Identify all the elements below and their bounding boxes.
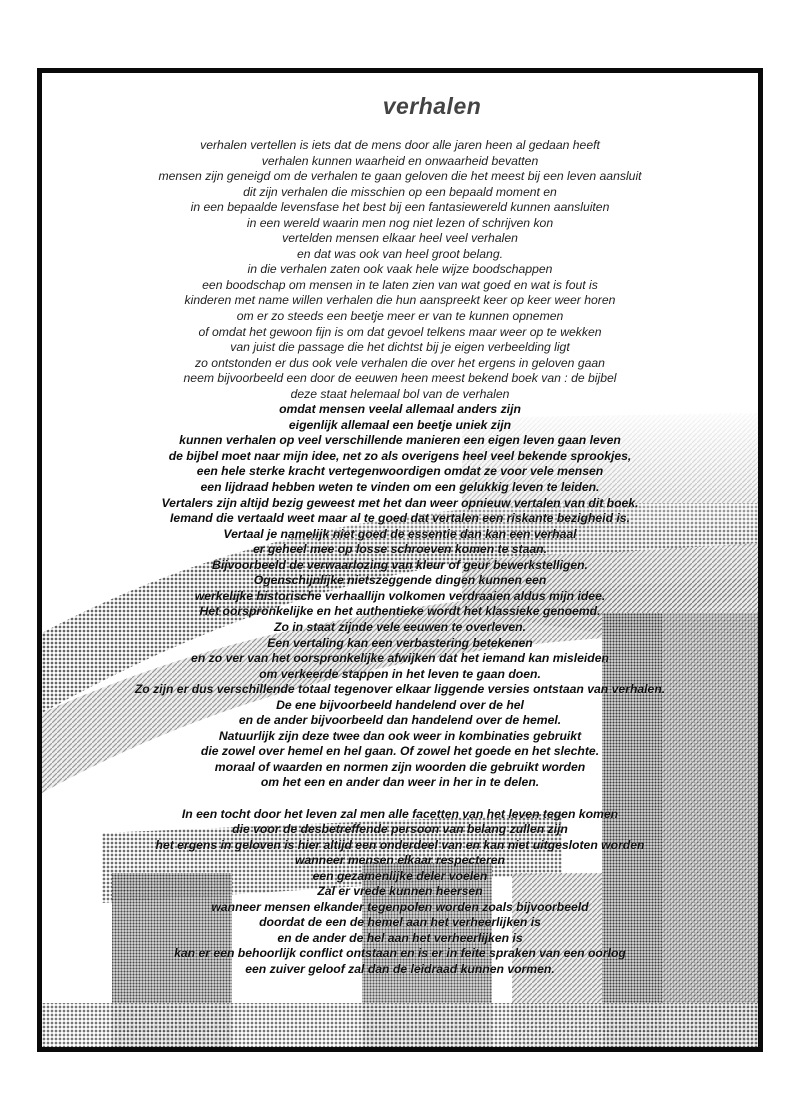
poem-line: het ergens in geloven is hier altijd een onderdeel van en kan niet uitgesloten worden xyxy=(155,837,645,852)
poem-line: eigenlijk allemaal een beetje uniek zijn xyxy=(288,417,512,432)
poem-line: wanneer mensen elkaar respecteren xyxy=(294,853,505,868)
poem-line: Natuurlijk zijn deze twee dan ook weer in kombinaties gebruikt xyxy=(218,728,582,743)
poem-line: en de ander bijvoorbeeld dan handelend over de hemel. xyxy=(238,713,562,728)
poem-line: kunnen verhalen op veel verschillende manieren een eigen leven gaan leven xyxy=(179,433,621,448)
poem-line: een boodschap om mensen in te laten zien van wat goed en wat is fout is xyxy=(202,277,598,292)
poem-frame xyxy=(37,68,763,1052)
poem-line: een gezamenlijke deler voelen xyxy=(312,868,488,883)
poem-line: doordat de een de hemel aan het verheerlijken is xyxy=(259,915,541,930)
poem-line: De ene bijvoorbeeld handelend over de hel xyxy=(276,697,524,712)
poem-line: kinderen met name willen verhalen die hun aanspreekt keer op keer weer horen xyxy=(184,293,616,308)
poem-line: neem bijvoorbeeld een door de eeuwen heen meest bekend boek van : de bijbel xyxy=(183,371,617,386)
poem-line: er geheel mee op losse schroeven komen te staan. xyxy=(253,542,547,557)
poem-line: Zo in staat zijnde vele eeuwen te overleven. xyxy=(274,619,526,634)
poem-line: Zal er vrede kunnen heersen xyxy=(317,884,483,899)
poem-line: Ogenschijnlijke nietszeggende dingen kunnen een xyxy=(253,573,547,588)
poem-line: vertelden mensen elkaar heel veel verhalen xyxy=(282,231,518,246)
poem-line: Zo zijn er dus verschillende totaal tegenover elkaar liggende versies ontstaan van verhalen. xyxy=(134,682,666,697)
poem-line: van juist die passage die het dichtst bij je eigen verbeelding ligt xyxy=(230,340,570,355)
poem-line: die zowel over hemel en hel gaan. Of zowel het goede en het slechte. xyxy=(200,744,600,759)
poem-line: om verkeerde stappen in het leven te gaan doen. xyxy=(259,666,541,681)
poem-line: verhalen vertellen is iets dat de mens door alle jaren heen al gedaan heeft xyxy=(200,138,600,152)
poem-line: Vertalers zijn altijd bezig geweest met het dan weer opnieuw vertalen van dit boek. xyxy=(161,495,639,510)
poem-line: omdat mensen veelal allemaal anders zijn xyxy=(279,402,521,417)
poem-body xyxy=(42,89,758,978)
poem-line: Iemand die vertaald weet maar al te goed dat vertalen een riskante bezigheid is. xyxy=(170,511,630,526)
poem-line: werkelijke historische verhaallijn volkomen verdraaien aldus mijn idee. xyxy=(194,588,606,603)
poem-line: deze staat helemaal bol van de verhalen xyxy=(290,386,510,401)
poem-line: een lijdraad hebben weten te vinden om een gelukkig leven te leiden. xyxy=(200,480,600,495)
poem-line: mensen zijn geneigd om de verhalen te gaan geloven die het meest bij een leven aansluit xyxy=(158,169,642,184)
poem-title: verhalen xyxy=(382,93,482,119)
poem-lines xyxy=(42,138,758,978)
poem-line: in een bepaalde levensfase het best bij een fantasiewereld kunnen aansluiten xyxy=(190,200,610,215)
poem-line: en zo ver van het oorspronkelijke afwijken dat het iemand kan misleiden xyxy=(191,651,609,666)
poem-line: dit zijn verhalen die misschien op een bepaald moment en xyxy=(243,184,557,199)
poem-line: Een vertaling kan een verbastering betekenen xyxy=(267,635,533,650)
poem-line: of omdat het gewoon fijn is om dat gevoel telkens maar weer op te wekken xyxy=(198,324,602,339)
poem-line: Het oorspronkelijke en het authentieke wordt het klassieke genoemd. xyxy=(199,604,601,619)
poem-line: in een wereld waarin men nog niet lezen of schrijven kon xyxy=(246,215,554,230)
poem-line: een zuiver geloof zal dan de leidraad kunnen vormen. xyxy=(245,961,555,976)
poem-line: een hele sterke kracht vertegenwoordigen omdat ze voor vele mensen xyxy=(196,464,604,479)
poem-line: moraal of waarden en normen zijn woorden die gebruikt worden xyxy=(214,759,586,774)
poem-line: wanneer mensen elkander tegenpolen worden zoals bijvoorbeeld xyxy=(211,899,589,914)
poem-line: die voor de desbetreffende persoon van belang zullen zijn xyxy=(232,822,568,837)
poem-line: kan er een behoorlijk conflict ontstaan en is er in feite spraken van een oorlog xyxy=(174,946,626,961)
poem-line: Bijvoorbeeld de verwaarlozing van kleur of geur bewerkstelligen. xyxy=(212,557,588,572)
stanza-break xyxy=(42,791,758,807)
poem-line: om er zo steeds een beetje meer er van te kunnen opnemen xyxy=(236,309,564,324)
poem-line: zo ontstonden er dus ook vele verhalen die over het ergens in geloven gaan xyxy=(195,355,605,370)
poem-line: om het een en ander dan weer in her in te delen. xyxy=(260,775,540,790)
poem-line: Vertaal je namelijk niet goed de essentie dan kan een verhaal xyxy=(223,526,577,541)
poem-line: In een tocht door het leven zal men alle facetten van het leven tegen komen xyxy=(181,806,619,821)
poem-line: de bijbel moet naar mijn idee, net zo als overigens heel veel bekende sprookjes, xyxy=(168,448,632,463)
poem-line: in die verhalen zaten ook vaak hele wijze boodschappen xyxy=(247,262,553,277)
poem-line: en dat was ook van heel groot belang. xyxy=(297,246,503,261)
poem-line: verhalen kunnen waarheid en onwaarheid bevatten xyxy=(261,153,539,168)
poem-line: en de ander de hel aan het verheerlijken is xyxy=(277,930,523,945)
